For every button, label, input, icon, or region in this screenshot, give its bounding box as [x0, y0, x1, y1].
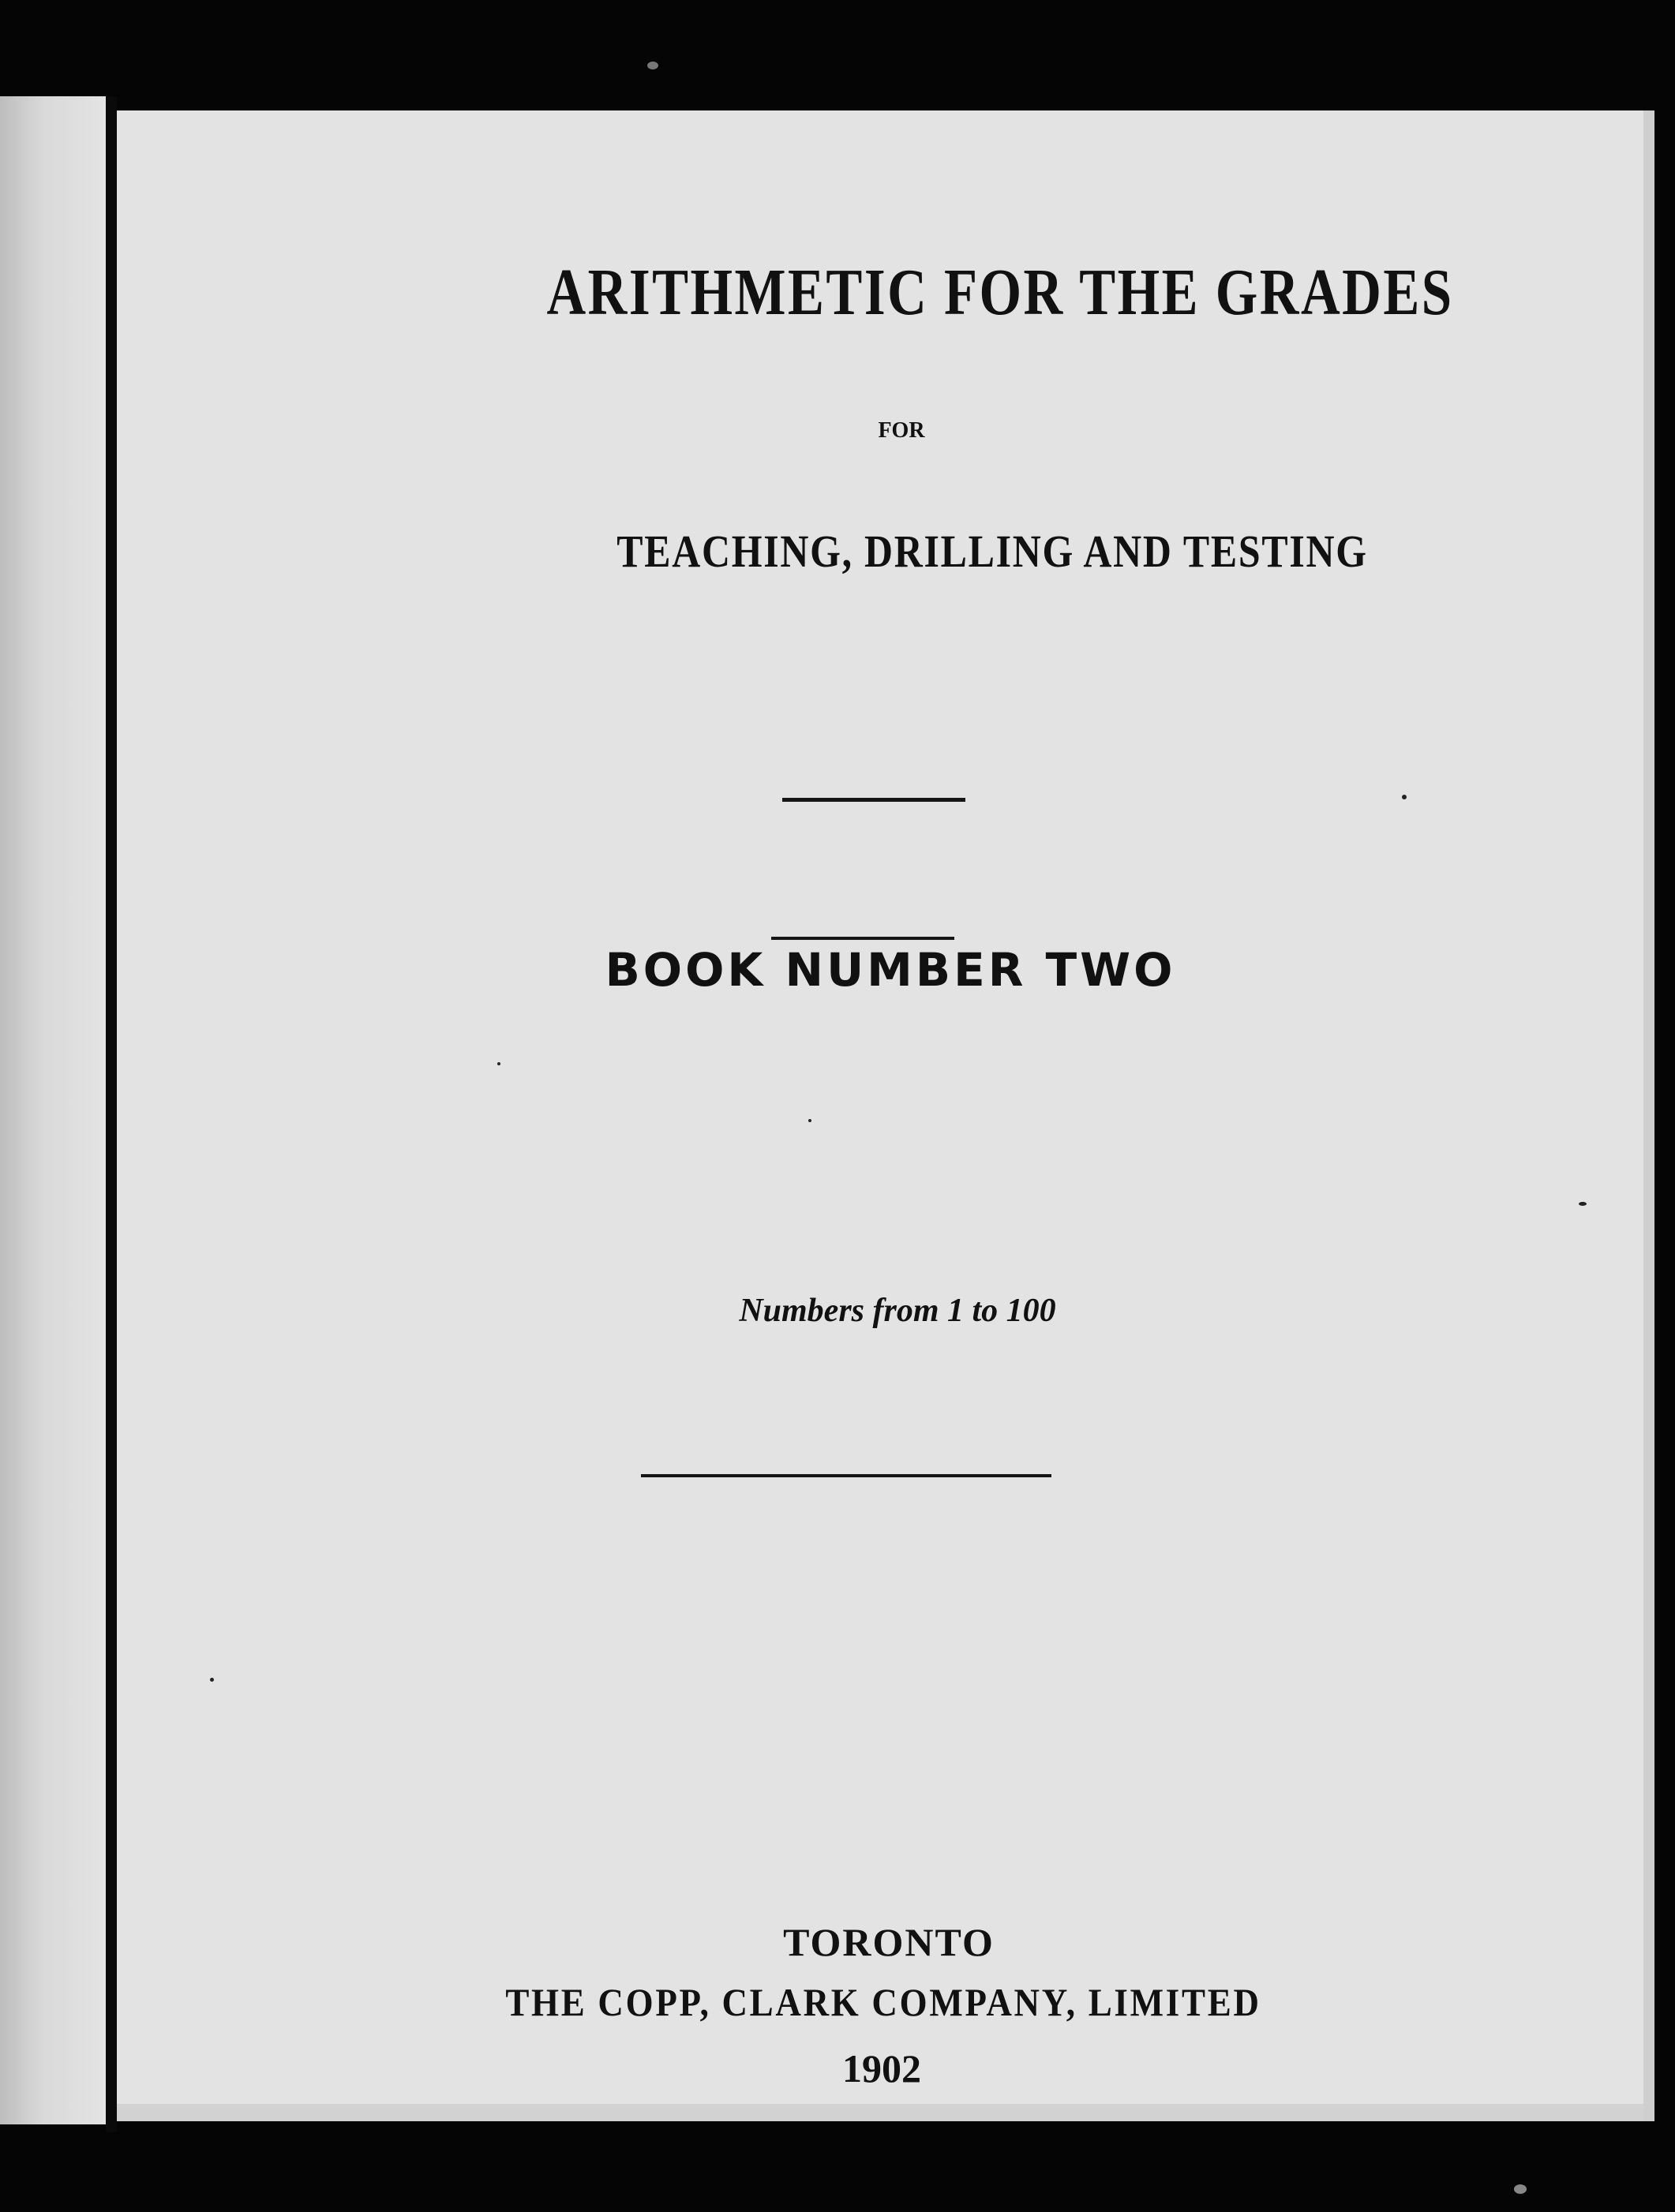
number-range: Numbers from 1 to 100	[739, 1293, 1056, 1329]
previous-page-edge	[0, 96, 106, 2124]
scan-speck	[1579, 1202, 1587, 1206]
book-title: ARITHMETIC FOR THE GRADES	[546, 256, 1454, 329]
imprint-publisher: THE COPP, CLARK COMPANY, LIMITED	[505, 1980, 1261, 2024]
book-number: BOOK NUMBER TWO	[605, 943, 1176, 997]
rule-top	[782, 798, 965, 802]
scan-speck	[1402, 795, 1407, 799]
scan-speck	[210, 1678, 214, 1682]
title-page	[117, 110, 1654, 2121]
imprint-year: 1902	[842, 2046, 921, 2090]
imprint-city: TORONTO	[783, 1920, 995, 1964]
scan-speck	[1514, 2184, 1527, 2194]
scan-speck	[497, 1062, 500, 1065]
rule-bottom	[641, 1474, 1051, 1477]
scan-speck	[808, 1119, 811, 1122]
page-gutter	[106, 96, 117, 2132]
book-subtitle: TEACHING, DRILLING AND TESTING	[616, 526, 1368, 577]
title-connector: FOR	[878, 418, 925, 443]
rule-middle	[771, 937, 954, 940]
scan-speck	[647, 62, 658, 69]
